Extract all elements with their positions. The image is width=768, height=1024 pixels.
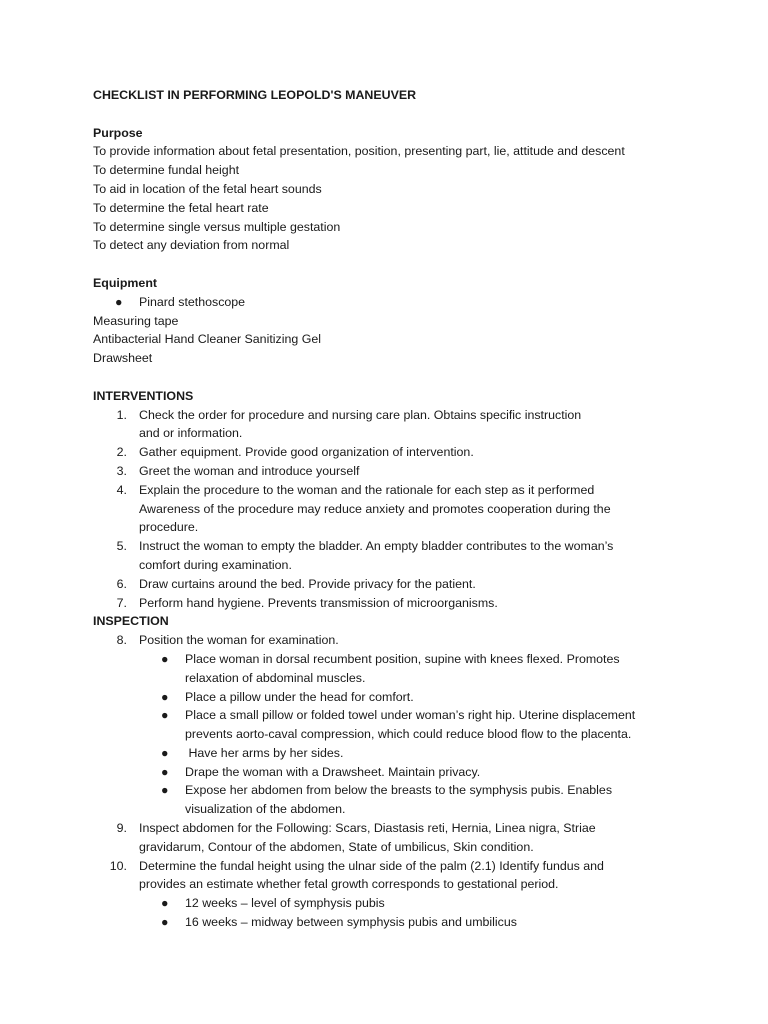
spacer [93,255,673,274]
item-number: 5. [116,539,127,554]
equipment-line: Antibacterial Hand Cleaner Sanitizing Gel [93,332,321,347]
item-text: Gather equipment. Provide good organization of intervention. [139,445,474,460]
bullet-icon: ● [161,651,169,666]
intervention-item [93,481,673,537]
equipment-item-text: Pinard stethoscope [139,294,246,309]
item-text: Determine the fundal height using the ulnar side of the palm (2.1) Identify fundus and [139,858,604,873]
sub-bullet-item [93,894,673,913]
inspection-item [93,857,673,895]
item-text: procedure. [139,520,199,535]
sub-item-text: relaxation of abdominal muscles. [185,670,366,685]
item-number: 7. [116,595,127,610]
sub-bullet-item [93,744,673,763]
item-number: 6. [116,576,127,591]
item-text: Greet the woman and introduce yourself [139,463,360,478]
sub-bullet-item [93,913,673,932]
intervention-item [93,443,673,462]
equipment-line: Drawsheet [93,351,153,366]
item-text: gravidarum, Contour of the abdomen, State of umbilicus, Skin condition. [139,839,534,854]
intervention-item [93,575,673,594]
sub-bullet-item [93,763,673,782]
sub-item-text: Have her arms by her sides. [185,745,344,760]
sub-item-text: prevents aorto-caval compression, which could reduce blood flow to the placenta. [185,727,632,742]
document-page [93,86,673,932]
sub-bullet-item [93,650,673,688]
item-text: Perform hand hygiene. Prevents transmission of microorganisms. [139,595,498,610]
purpose-line: To detect any deviation from normal [93,238,290,253]
item-text: Position the woman for examination. [139,633,339,648]
sub-item-text: Expose her abdomen from below the breasts to the symphysis pubis. Enables [185,783,613,798]
item-number: 8. [116,633,127,648]
item-text: comfort during examination. [139,557,292,572]
sub-item-text: Place woman in dorsal recumbent position, supine with knees flexed. Promotes [185,651,620,666]
equipment-bullet-item [93,293,673,312]
bullet-icon: ● [161,764,169,779]
purpose-line: To determine fundal height [93,163,240,178]
item-number: 2. [116,445,127,460]
equipment-heading: Equipment [93,275,158,290]
item-number: 4. [116,482,127,497]
purpose-heading: Purpose [93,125,143,140]
purpose-line: To determine the fetal heart rate [93,200,269,215]
bullet-icon: ● [115,294,123,309]
item-text: Inspect abdomen for the Following: Scars, Diastasis reti, Hernia, Linea nigra, Striae [139,821,596,836]
bullet-icon: ● [161,745,169,760]
bullet-icon: ● [161,689,169,704]
intervention-item [93,537,673,575]
intervention-item [93,594,673,613]
item-number: 10. [109,858,127,873]
sub-item-text: Place a pillow under the head for comfort. [185,689,414,704]
document-title: CHECKLIST IN PERFORMING LEOPOLD'S MANEUVER [93,88,417,102]
item-number: 1. [116,407,127,422]
item-text: Draw curtains around the bed. Provide privacy for the patient. [139,576,476,591]
spacer [93,368,673,387]
inspection-item [93,819,673,857]
sub-item-text: visualization of the abdomen. [185,802,346,817]
bullet-icon: ● [161,896,169,911]
sub-item-text: 12 weeks – level of symphysis pubis [185,896,385,911]
inspection-heading: INSPECTION [93,614,169,629]
purpose-line: To aid in location of the fetal heart sounds [93,181,322,196]
item-text: Instruct the woman to empty the bladder. An empty bladder contributes to the woman’s [139,539,614,554]
bullet-icon: ● [161,708,169,723]
item-text: Explain the procedure to the woman and the rationale for each step as it performed [139,482,595,497]
intervention-item [93,406,673,444]
item-text: Check the order for procedure and nursing care plan. Obtains specific instruction [139,407,582,422]
bullet-icon: ● [161,915,169,930]
sub-item-text: Place a small pillow or folded towel under woman’s right hip. Uterine displacement [185,708,636,723]
purpose-line: To determine single versus multiple gestation [93,219,341,234]
sub-item-text: 16 weeks – midway between symphysis pubis and umbilicus [185,915,517,930]
purpose-line: To provide information about fetal presentation, position, presenting part, lie, attitude and descent [93,144,625,159]
sub-bullet-item [93,706,673,744]
item-number: 3. [116,463,127,478]
intervention-item [93,462,673,481]
sub-bullet-item [93,781,673,819]
sub-item-text: Drape the woman with a Drawsheet. Maintain privacy. [185,764,481,779]
spacer [93,105,673,124]
equipment-line: Measuring tape [93,313,179,328]
item-text: provides an estimate whether fetal growth corresponds to gestational period. [139,877,559,892]
interventions-heading: INTERVENTIONS [93,388,194,403]
item-text: Awareness of the procedure may reduce anxiety and promotes cooperation during the [139,501,611,516]
item-number: 9. [116,821,127,836]
inspection-item [93,631,673,650]
item-text: and or information. [139,426,243,441]
sub-bullet-item [93,688,673,707]
bullet-icon: ● [161,783,169,798]
